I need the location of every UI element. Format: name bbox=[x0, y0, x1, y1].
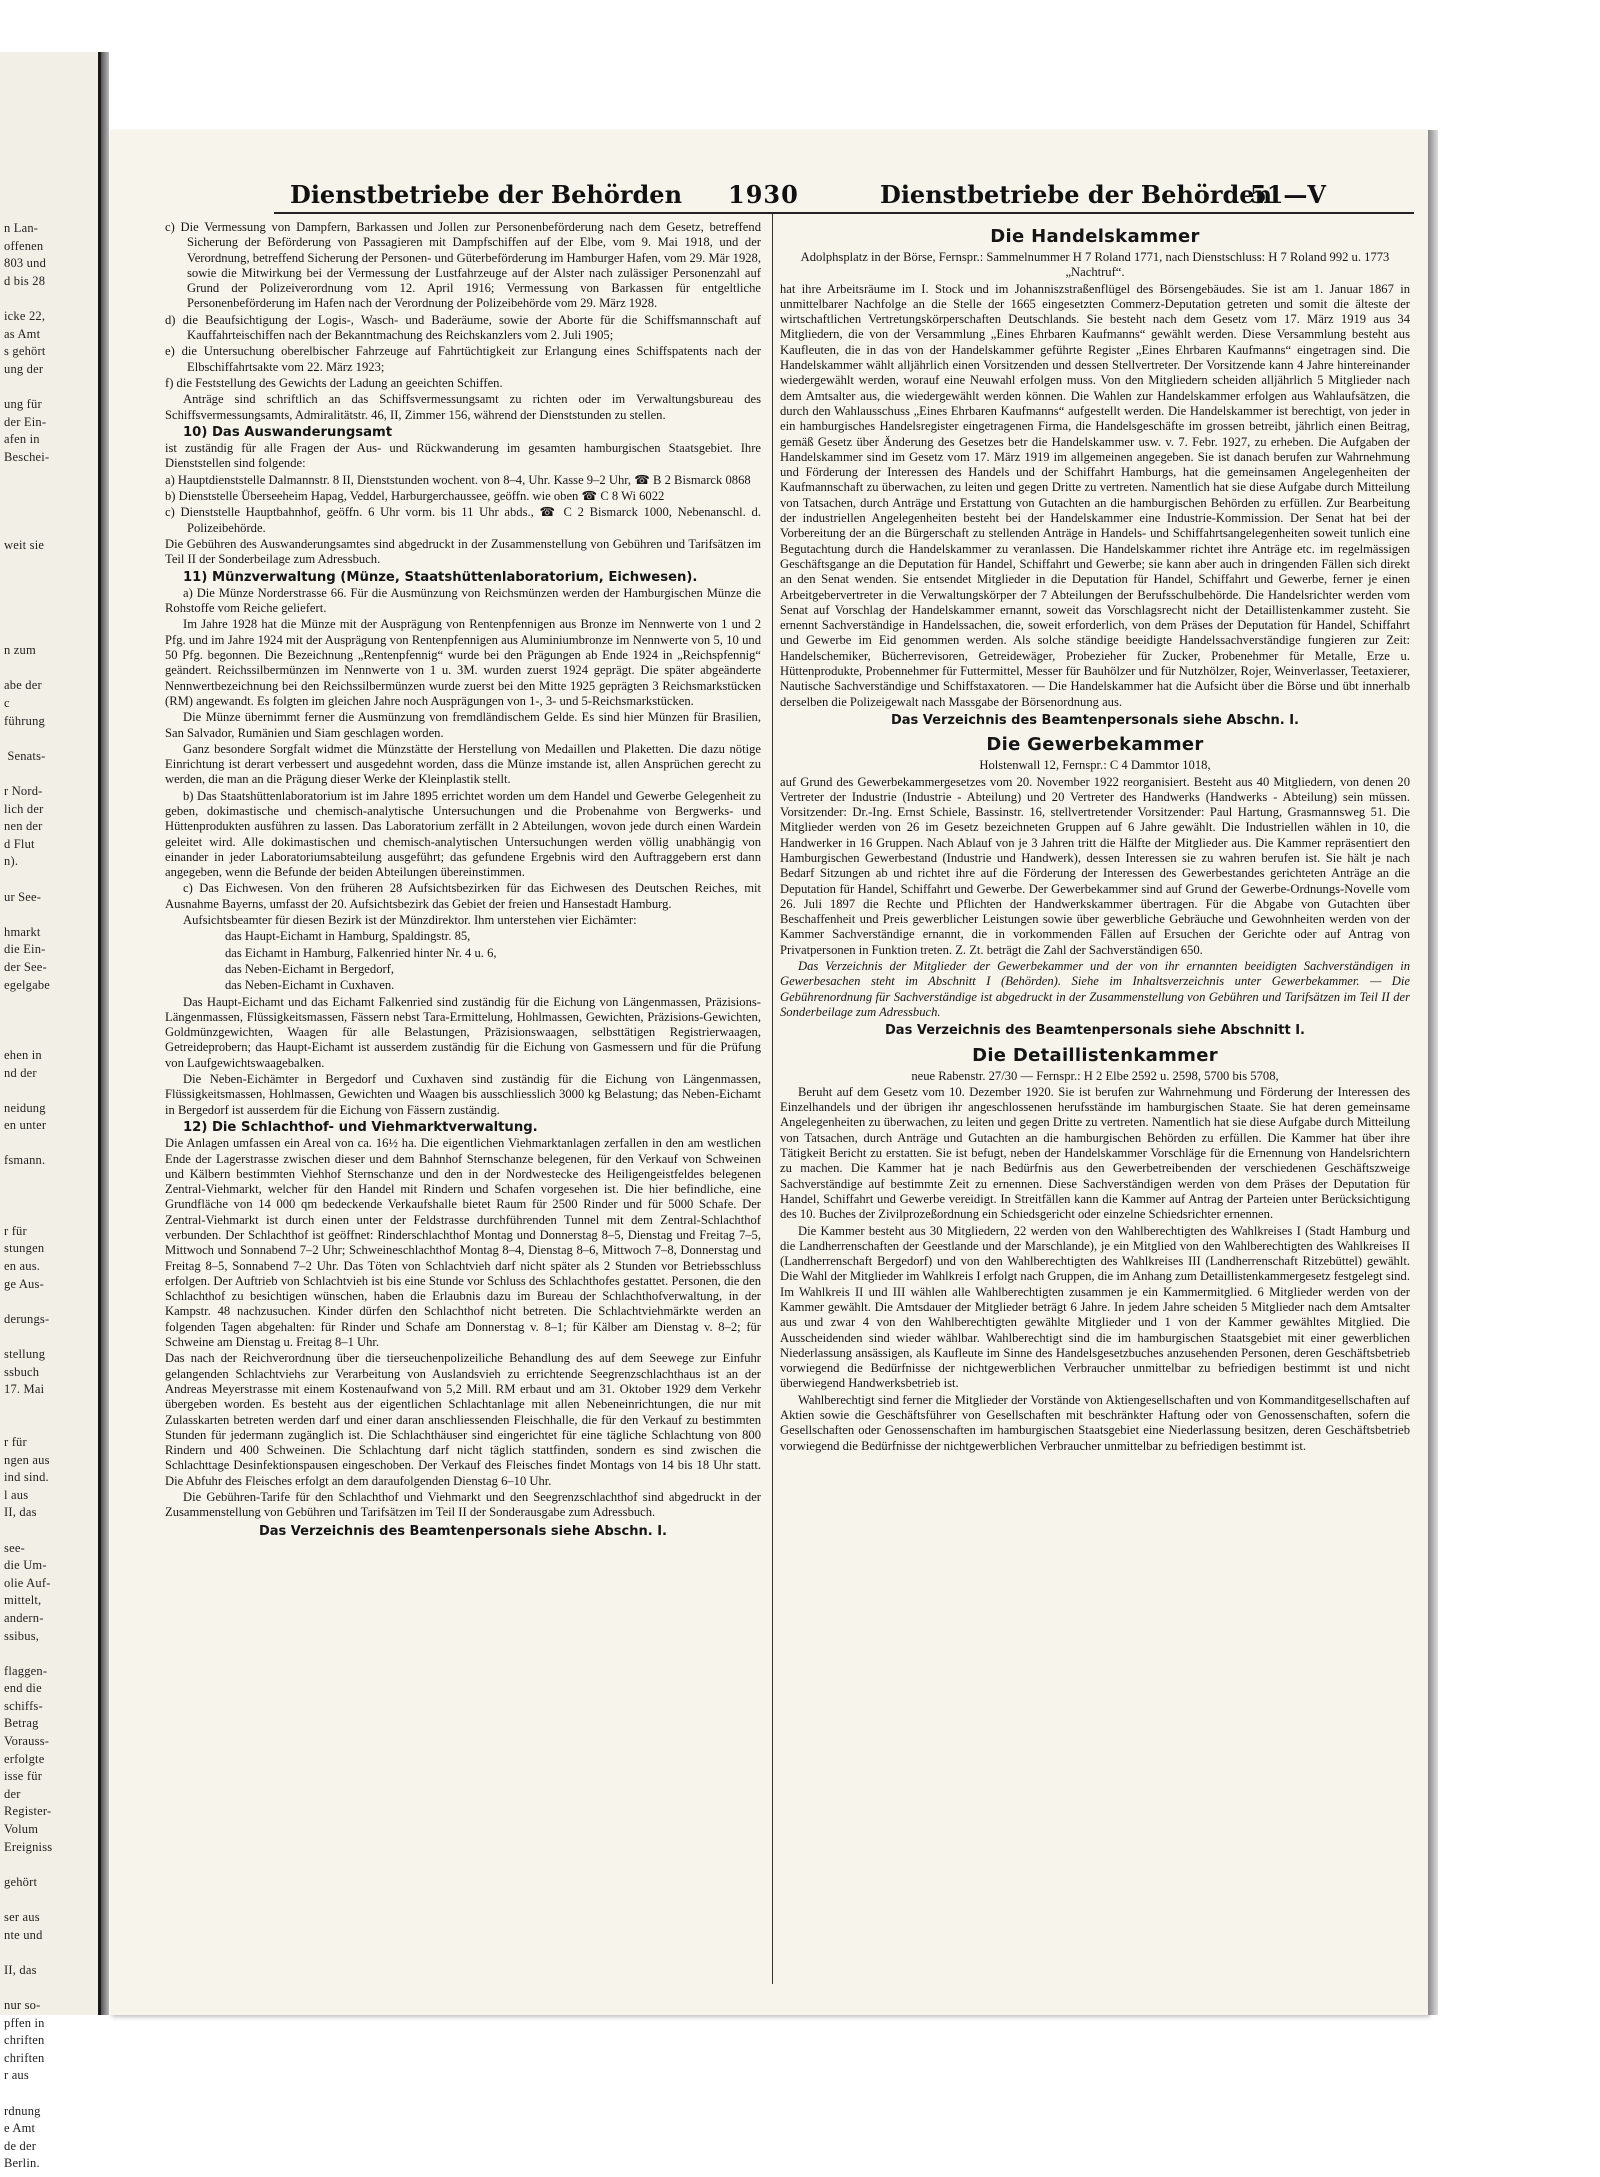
list-item: das Eichamt in Hamburg, Falkenried hinter Nr. 4 u. 6, bbox=[225, 945, 497, 960]
running-header-left: Dienstbetriebe der Behörden bbox=[290, 180, 683, 209]
list-item: das Haupt-Eichamt in Hamburg, Spaldingstr. 85, bbox=[225, 929, 471, 944]
list-item: c) Dienststelle Hauptbahnhof, geöffn. 6 Uhr vorm. bis 11 Uhr abds., ☎ C 2 Bismarck 1000, Nebenanschl. d. Polizeibehörde. bbox=[165, 505, 761, 535]
reference-note: Das Verzeichnis des Beamtenpersonals siehe Abschn. I. bbox=[890, 712, 1299, 728]
paragraph: Ganz besondere Sorgfalt widmet die Münzstätte der Herstellung von Medaillen und Plaketten. Die dazu nötige Einrichtung ist derart verbessert und ausgedehnt worden, dass die Münze imstande ist, allen Ansprüchen gerecht zu werden, die man an die Prägung dieser Werke der Kleinplastik stellt. bbox=[165, 741, 761, 787]
section-heading: 11) Münzverwaltung (Münze, Staatshüttenlaboratorium, Eichwesen). bbox=[183, 569, 698, 585]
reference-note: Das Verzeichnis des Beamtenpersonals siehe Abschnitt I. bbox=[885, 1023, 1305, 1039]
column-divider bbox=[772, 214, 773, 1984]
right-column bbox=[780, 220, 1410, 1976]
paragraph: Die Kammer besteht aus 30 Mitgliedern, 22 werden von den Wahlberechtigten des Wahlkreises I (Stadt Hamburg und die Landherrenschaften der Geestlande und der Marschlande), je ein Mitglied von den Wahlberechtigten des Wahlkreises II (Landherrenschaft Bergedorf) und von den Wahlberechtigten des Wahlkreises III (Landherrenschaft Ritzebüttel) gewählt. Die Wahl der Mitglieder im Wahlkreis I erfolgt nach Gruppen, die im Anhang zum Detaillistenkammergesetz festgelegt sind. Im Wahlkreis II und III wählen alle Wahlberechtigten zusammen je ein Kammermitglied. 6 Mitglieder werden von der Kammer gewählt. Die Amtsdauer der Mitglieder beträgt 6 Jahre. In jedem Jahre scheiden 5 Mitglieder nach dem Amtsalter aus und zwar 4 von den Wahlberechtigten gewählte Mitglieder und 1 von der Kammer gewähltes Mitglied. Die Ausscheidenden sind wieder wählbar. Wahlberechtigt sind die im hamburgischen Staatsgebiet mit einer gewerblichen Niederlassung ansässigen, als Kaufleute im Sinne des Handelsgesetzbuches anzusehenden Personen, deren Geschäftsbetrieb vorwiegend die Bedürfnisse der nichtgewerblichen Verbraucher unmittelbar zu befriedigen bestimmt ist und nicht überwiegend Handwerksbetrieb ist. bbox=[780, 1223, 1410, 1391]
paragraph: c) Das Eichwesen. Von den früheren 28 Aufsichtsbezirken für das Eichwesen des Deutschen Reiches, mit Ausnahme Bayerns, umfasst der 20. Aufsichtsbezirk das Gebiet der freien und Hansestadt Hamburg. bbox=[165, 881, 761, 911]
page-edge bbox=[1428, 130, 1438, 2015]
paragraph: Die Münze übernimmt ferner die Ausmünzung von fremdländischem Gelde. Es sind hier Münzen für Brasilien, San Salvador, Rumänien und Siam geschlagen worden. bbox=[165, 710, 761, 740]
paragraph: auf Grund des Gewerbekammergesetzes vom 20. November 1922 reorganisiert. Besteht aus 40 Mitgliedern, von denen 20 Vertreter der Industrie (Industrie - Abteilung) und 20 Vertreter des Handwerks (Handwerks - Abteilung) sein müssen. Vorsitzender: Dr.-Ing. Ernst Schiele, Bassinstr. 16, stellvertretender Vorsitzender: Paul Hartung, Grasmannsweg 51. Die Mitglieder werden von 26 im Gesetz bezeichneten Gruppen auf 6 Jahre gewählt. Die Industriellen wählen in 10, die Handwerker in 16 Gruppen. Nach Ablauf von je 3 Jahren tritt die Hälfte der Mitglieder aus. Die Kammer repräsentiert den Hamburgischen Gewerbestand (Industrie und Handwerk), dessen Interessen sie zu wahren berufen ist. Sie hält je nach Bedarf Sitzungen ab und richtet ihre auf die Förderung der Interessen des Gewerbestandes gerichteten Anträge an die Deputation für Handel, Schiffahrt und Gewerbe. Der Gewerbekammer sind auf Grund der Gewerbe-Ordnungs-Novelle vom 26. Juli 1897 die Rechte und Pflichten der Handwerkskammer übertragen. Für die Abgabe von Gutachten über Beschaffenheit und Preis gewerblicher Leistungen sowie über gewerbliche Gebräuche und Gewohnheiten werden von der Kammer Sachverständige ernannt, die in vorkommenden Fällen auf Ersuchen der Gerichte oder auf Antrag von Privatpersonen in Funktion treten. Z. Zt. beträgt die Zahl der Sachverständigen 650. bbox=[780, 774, 1410, 957]
paragraph: Anträge sind schriftlich an das Schiffsvermessungsamt zu richten oder im Verwaltungsbureau des Schiffsvermessungsamts, Admiralitätstr. 46, II, Zimmer 156, während der Dienststunden zu stellen. bbox=[165, 392, 761, 422]
address-line: neue Rabenstr. 27/30 — Fernspr.: H 2 Elbe 2592 u. 2598, 5700 bis 5708, bbox=[911, 1068, 1279, 1083]
section-title: Die Detaillistenkammer bbox=[972, 1044, 1218, 1066]
section-heading: 12) Die Schlachthof- und Viehmarktverwaltung. bbox=[183, 1119, 538, 1135]
paragraph: Die Gebühren des Auswanderungsamtes sind abgedruckt in der Zusammenstellung von Gebühren und Tarifsätzen im Teil II der Sonderbeilage zum Adressbuch. bbox=[165, 536, 761, 567]
paragraph: hat ihre Arbeitsräume im I. Stock und im Johanniszstraßenflügel des Börsengebäudes. Sie ist am 1. Januar 1867 in unmittelbarer Nachfolge an die Stelle der 1665 eingesetzten Commerz-Deputation getreten und somit die älteste der wirtschaftlichen Vertretungskörperschaften Deutschlands. Sie besteht nach dem Gesetz vom 17. März 1919 aus 34 Mitgliedern, die von der Versammlung „Eines Ehrbaren Kaufmanns“ gewählt werden. Diese Versammlung besteht aus Kaufleuten, die in das von der Handelskammer geführte Register „Eines Ehrbaren Kaufmanns“ eingetragen sind. Die Handelskammer wählt alljährlich einen Vorsitzenden und dessen Stellvertreter. Der Vorsitzende kann 4 Jahre hintereinander wiedergewählt werden, worauf eine Neuwahl erfolgen muss. Von den Mitgliedern scheiden alljährlich 5 Mitglieder nach dem Amtsalter aus, die wiedergewählt werden können. Die Wahlen zur Handelskammer erfolgen aus Wahlaufsätzen, die durch den Wahlausschuss „Eines Ehrbaren Kaufmanns“ aufgestellt werden. Die Handelskammer ist berechtigt, von jeder in ein hamburgisches Handelsregister eingetragenen Firma, die Handelsgeschäfte im grossen betreibt, jährlich einen Beitrag, gemäß Gesetz über Änderung des Gesetzes betr die Handelskammer usw. v. 7. Febr. 1927, zu erheben. Die Aufgaben der Handelskammer sind im Gesetz vom 17. März 1919 im allgemeinen angegeben. Sie ist danach berufen zur Wahrnehmung und Förderung der Interessen des Handels und der Schiffahrt Hamburgs, hat die gemeinsamen Angelegenheiten der Kaufmannschaft zu überwachen, zu leiten und gegen Dritte zu vertreten. Namentlich hat sie diese Aufgabe durch Mitteilung von Tatsachen, durch Anträge und Erstattung von Gutachten an die hamburgischen Behörden zu erfüllen. Zur Bearbeitung der industriellen Angelegenheiten besteht bei der Handelskammer eine Industrie-Kommission. Der Senat hat bei der Vorbereitung der an die Bürgerschaft zu stellenden Anträge in Handels- und Schiffahrtsangelegenheiten soweit tunlich eine Begutachtung durch die Handelskammer zu veranlassen. Die Handelskammer richtet ihre Anträge etc. im regelmässigen Geschäftsgange an die Deputation für Handel, Schiffahrt und Gewerbe; sie kann aber auch in dringenden Fällen sich direkt an den Senat wenden. Sie entsendet Mitglieder in die Deputation für Handel, Schiffahrt und Gewerbe, ferner je einen Arbeitgebervertreter in die Verwaltungskörper der 7 Abteilungen der Berufsschulbehörde. Die Handelsrichter werden vom Senat auf Vorschlag der Handelskammer ernannt, soweit das Vorschlagsrecht nicht der Detaillistenkammer zusteht. Sie ernennt Sachverständige in Handelssachen, die, soweit erforderlich, von dem Präses der Deputation für Handel, Schiffahrt und Gewerbe im Eid genommen werden. Als solche ständige beeidigte Handelssachverständige fungieren zur Zeit: Handelschemiker, Bücherrevisoren, Getreidewäger, Probezieher für Zucker, Probenehmer für Metalle, Erze u. Hüttenprodukte, Probennehmer für Futtermittel, Messer für Bauhölzer und für Nutzhölzer, Rojer, Weinverlasser, Teetaxierer, Nautische Sachverständige und Schiffstaxatoren. — Die Handelskammer hat die Aufsicht über die Börse und übt innerhalb derselben die Polizeigewalt nach Massgabe der Börsenordnung aus. bbox=[780, 281, 1410, 709]
paragraph: f) die Feststellung des Gewichts der Ladung an geeichten Schiffen. bbox=[165, 375, 503, 390]
paragraph: Das Haupt-Eichamt und das Eichamt Falkenried sind zuständig für die Eichung von Längenmassen, Präzisions-Längenmassen, Flüssigkeitsmassen, Fässern nebst Tara-Ermittelung, Hohlmassen, Gewichten, Präzisions-Gewichten, Goldmünzgewichten, Waagen für alle Belastungen, Präzisionswaagen, selbsttätigen Registrierwaagen, Getreideprobern; das Haupt-Eichamt ist ausserdem zuständig für die Eichung von Gasmessern und für die Prüfung von Laufgewichtswaagebalken. bbox=[165, 994, 761, 1070]
italic-note: Das Verzeichnis der Mitglieder der Gewerbekammer und der von ihr ernannten beeidigten Sachverständigen in Gewerbesachen steht im Abschnitt I (Behörden). Siehe im Inhaltsverzeichnis unter Gewerbekammer. — Die Gebührenordnung für Sachverständige ist abgedruckt in der Zusammenstellung von Gebühren und Tarifsätzen im Teil II der Sonderbeilage zum Adressbuch. bbox=[780, 959, 1410, 1019]
paragraph: b) Das Staatshüttenlaboratorium ist im Jahre 1895 errichtet worden um dem Handel und Gewerbe Gelegenheit zu geben, dokimastische und chemisch-analytische Untersuchungen und die Probenahme von Bergwerks- und Hüttenprodukten ausführen zu lassen. Das Laboratorium zerfällt in 2 Abteilungen, wovon jede durch einen Wardein geleitet wird. Alle dokimastischen und chemisch-analytischen Untersuchungen werden völlig unabhängig von einander in jeder Laboratoriumsabteilung ausgeführt; das gefundene Ergebnis wird den Auftraggebern erst dann angegeben, wenn die Befunde der beiden Abteilungen übereinstimmen. bbox=[165, 788, 761, 880]
paragraph: a) Die Münze Norderstrasse 66. Für die Ausmünzung von Reichsmünzen werden der Hamburgischen Münze die Rohstoffe vom Reiche geliefert. bbox=[165, 585, 761, 616]
paragraph: Wahlberechtigt sind ferner die Mitglieder der Vorstände von Aktiengesellschaften und von Kommanditgesellschaften auf Aktien sowie die Geschäftsführer von Gesellschaften mit beschränkter Haftung oder von Genossenschaften, sofern die Gesellschaften oder Genossenschaften im hamburgischen Staatsgebiet eine Niederlassung besitzen, deren Geschäftsbetrieb vorwiegend die Bedürfnisse der nichtgewerblichen Verbraucher unmittelbar zu befriedigen bestimmt ist. bbox=[780, 1392, 1410, 1453]
paragraph: Beruht auf dem Gesetz vom 10. Dezember 1920. Sie ist berufen zur Wahrnehmung und Förderung der Interessen des Einzelhandels und der übrigen ihr angeschlossenen herufsstände im hamburgischen Staate. Sie hat deren gemeinsame Angelegenheiten zu überwachen, zu leiten und gegen Dritte zu vertreten. Namentlich hat sie diese Aufgabe durch Mitteilung von Tatsachen, durch Anträge und Gutachten an die hamburgischen Behörden zu erfüllen. Die Kammer hat über ihre Tätigkeit Bericht zu erstatten. Sie ist befugt, neben der Handelskammer Vorschläge für die Ernennung von Handelsrichtern zu machen. Die Kammer hat je nach Bedürfnis aus den Gewerbetreibenden der verschiedenen Geschäftszweige Sachverständige auf bestimmte Zeit zu ernennen. Diese Sachverständigen werden von dem Präses der Deputation für Handel, Schiffahrt und Gewerbe vereidigt. In Streitfällen kann die Kammer auf Antrag der Parteien unter Berücksichtigung des 10. Buches der Zivilprozeßordnung ein Schiedsgericht oder einzelne Schiedsrichter ernennen. bbox=[780, 1084, 1410, 1222]
paragraph: Die Anlagen umfassen ein Areal von ca. 16½ ha. Die eigentlichen Viehmarktanlagen zerfallen in den am westlichen Ende der Lagerstrasse zwischen dieser und dem Bahnhof Sternschanze belegenen, für den Verkauf von Schweinen und Kälbern bestimmten Viehhof Sternschanze und den in der Nordwestecke des Heiligengeistfeldes belegenen Zentral-Viehmarkt, welcher für den Handel mit Rindern und Schafen vorgesehen ist. Die hier befindliche, eine Grundfläche von 14 000 qm bedeckende Verkaufshalle bietet Raum für 2500 Rinder und für 5000 Schafe. Der Zentral-Viehmarkt ist durch einen unter der Feldstrasse durchführenden Tunnel mit dem Zentral-Schlachthof verbunden. Der Schlachthof ist geöffnet: Rinderschlachthof Montag und Donnerstag 8–5, Dienstag und Freitag 7–5, Mittwoch und Sonnabend 7–2 Uhr; Schweineschlachthof Montag 8–4, Dienstag 8–6, Mittwoch 7–8, Donnerstag und Freitag 8–5, Sonnabend 7–2 Uhr. Das Töten von Schlachtvieh darf nicht später als 2 Stunden vor Betriebsschluss erfolgen. Der Auftrieb von Schlachtvieh ist bis eine Stunde vor Schluss des Schlachthofes gestattet. Personen, die den Schlachthof zu besichtigen wünschen, haben die Erlaubnis dazu im Bureau der Schlachthofverwaltung, in der Kampstr. 48 nachzusuchen. Kinder dürfen den Schlachthof nicht betreten. Die Schlachtviehmärkte werden an folgenden Tagen abgehalten: für Rinder und Schafe am Donnerstag v. 8–1; für Kälber am Dienstag v. 8–2; für Schweine am Dienstag u. Freitag 8–1 Uhr. bbox=[165, 1136, 761, 1350]
left-column bbox=[165, 220, 761, 1976]
paragraph: ist zuständig für alle Fragen der Aus- und Rückwanderung im gesamten hamburgischen Staatsgebiet. Ihre Dienststellen sind folgende: bbox=[165, 441, 761, 471]
book-gutter-shadow bbox=[101, 52, 109, 2015]
section-heading: 10) Das Auswanderungsamt bbox=[183, 424, 393, 440]
address-line: Adolphsplatz in der Börse, Fernspr.: Sammelnummer H 7 Roland 1771, nach Dienstschluss: H 7 Roland 992 u. 1773 „Nachtruf“. bbox=[800, 250, 1390, 280]
adjacent-page-fragment bbox=[0, 52, 101, 2171]
paragraph: Im Jahre 1928 hat die Münze mit der Ausprägung von Rentenpfennigen aus Bronze im Nennwerte von 1 und 2 Pfg. und im Jahre 1924 mit der Ausprägung von Rentenpfennigen aus Aluminiumbronze im Nennwerte von 5, 10 und 50 Pfg. begonnen. Die Bezeichnung „Rentenpfennig“ wurde bei den Prägungen ab Ende 1924 in „Reichspfennig“ geändert. Reichssilbermünzen im Nennwerte von 1 u. 3M. wurden zuerst 1924 geprägt. Die später abgeänderte Nennwertbezeichnung bei den Reichssilbermünzen wurde zuerst bei den Mitte 1925 geprägten 3 Reichsmarkstücken (RM) angewandt. Es folgten im gleichen Jahre noch Ausprägungen von 1-, 3- und 5-Reichsmarkstücken. bbox=[165, 617, 761, 708]
running-header-right: Dienstbetriebe der Behörden bbox=[880, 180, 1273, 209]
list-item: das Neben-Eichamt in Cuxhaven. bbox=[225, 978, 395, 993]
address-line: Holstenwall 12, Fernspr.: C 4 Dammtor 1018, bbox=[979, 758, 1211, 773]
list-item: a) Hauptdienststelle Dalmannstr. 8 II, Dienststunden wochent. von 8–4, Uhr. Kasse 9–2 Uhr, ☎ B 2 Bismarck 0868 bbox=[165, 472, 751, 487]
reference-note: Das Verzeichnis des Beamtenpersonals siehe Abschn. I. bbox=[258, 1523, 667, 1539]
paragraph: Die Neben-Eichämter in Bergedorf und Cuxhaven sind zuständig für die Eichung von Längenmassen, Flüssigkeitsmassen, Hohlmassen, Gewichten und Waagen bis ausschliesslich 3000 kg Belastung; das Neben-Eichamt in Bergedorf ist ausserdem für die Eichung von Fässern zuständig. bbox=[165, 1072, 761, 1117]
running-header-year: 1930 bbox=[728, 180, 799, 209]
header-rule bbox=[274, 212, 1414, 214]
paragraph: Das nach der Reichverordnung über die tierseuchenpolizeiliche Behandlung des auf dem Seewege zur Einfuhr gelangenden Schlachtviehs zur Verarbeitung von Auslandsvieh zu errichtende Seegrenzschlachthaus ist an der Andreas Meyerstrasse mit einem Kostenaufwand von 5,2 Mill. RM erbaut und am 31. Oktober 1929 dem Verkehr übergeben worden. Es besteht aus der eigentlichen Schlachtanlage mit allen Nebeneinrichtungen, die nur mit Zulasskarten betreten werden darf und einer daran anschliessenden Fleischhalle, die für den Verkauf zu bestimmten Stunden für jedermann zugänglich ist. Die Schlachthäuser sind eingerichtet für eine tägliche Schlachtung von 800 Rindern und 400 Schweinen. Die Schlachtung darf nicht täglich stattfinden, sondern es sind zwischen die Schlachttage Desinfektionspausen eingeschoben. Der Verkauf des Fleisches findet Montags von 14 bis 18 Uhr statt. Die Abfuhr des Fleisches erfolgt an dem daraufolgenden Dienstag 6–10 Uhr. bbox=[165, 1351, 761, 1488]
paragraph: Aufsichtsbeamter für diesen Bezirk ist der Münzdirektor. Ihm unterstehen vier Eichämter: bbox=[183, 913, 637, 928]
paragraph: c) Die Vermessung von Dampfern, Barkassen und Jollen zur Personenbeförderung nach dem Gesetz, betreffend Sicherung der Beförderung von Passagieren mit Dampfschiffen auf der Elbe, vom 9. Mai 1918, und der Verordnung, betreffend Sicherung der Personen- und Güterbeförderung im Hamburger Hafen, vom 29. Mär 1928, sowie die Mitwirkung bei der Vermessung der Lustfahrzeuge auf der Alster nach zulässiger Personenzahl auf Grund der Polizeiverordnung vom 12. April 1916; Vermessung von Barkassen für entgeltliche Personenbeförderung im Hafen nach der Verordnung der Polizeibehörde vom 29. März 1928. bbox=[165, 220, 761, 311]
paragraph: d) die Beaufsichtigung der Logis-, Wasch- und Baderäume, sowie der Aborte für die Schiffsmannschaft auf Kauffahrteischiffen nach der Bekanntmachung des Reichskanzlers vom 2. Juli 1905; bbox=[165, 312, 761, 343]
list-item: b) Dienststelle Überseeheim Hapag, Veddel, Harburgerchaussee, geöffn. wie oben ☎ C 8 Wi 6022 bbox=[165, 489, 665, 504]
paragraph: e) die Untersuchung oberelbischer Fahrzeuge auf Fahrtüchtigkeit zur Erlangung eines Schiffspatents nach der Elbschiffahrtsakte vom 22. März 1923; bbox=[165, 344, 761, 374]
section-title: Die Gewerbekammer bbox=[986, 734, 1204, 756]
adjacent-page-text: n Lan- offenen 803 und d bis 28 icke 22, as Amt s gehört ung der ung für der Ein- afen in Beschei- weit sie n zum abe der c führung Senats- r Nord- lich der nen der d Flut n). ur See- hmarkt die Ein- der See- egelgabe ehen in nd der neidung en unter fsmann. r für stungen en aus. ge Aus- derungs- stellung ssbuch 17. Mai r für ngen aus ind sind. l aus II, das see- die Um- olie Auf- mittelt, andern- ssibus, flaggen- end die schiffs- Betrag Vorauss- erfolgte isse für der Register- Volum Ereigniss gehört ser aus nte und II, das nur so- pffen in chriften chriften r aus rdnung e Amt de der Berlin. bbox=[4, 221, 53, 2171]
page-number: 51—V bbox=[1250, 180, 1327, 209]
paragraph: Die Gebühren-Tarife für den Schlachthof und Viehmarkt und den Seegrenzschlachthof sind abgedruckt in der Zusammenstellung von Gebühren und Tarifsätzen im Teil II der Sonderausgabe zum Adressbuch. bbox=[165, 1490, 761, 1520]
list-item: das Neben-Eichamt in Bergedorf, bbox=[225, 961, 395, 976]
section-title: Die Handelskammer bbox=[990, 226, 1200, 247]
